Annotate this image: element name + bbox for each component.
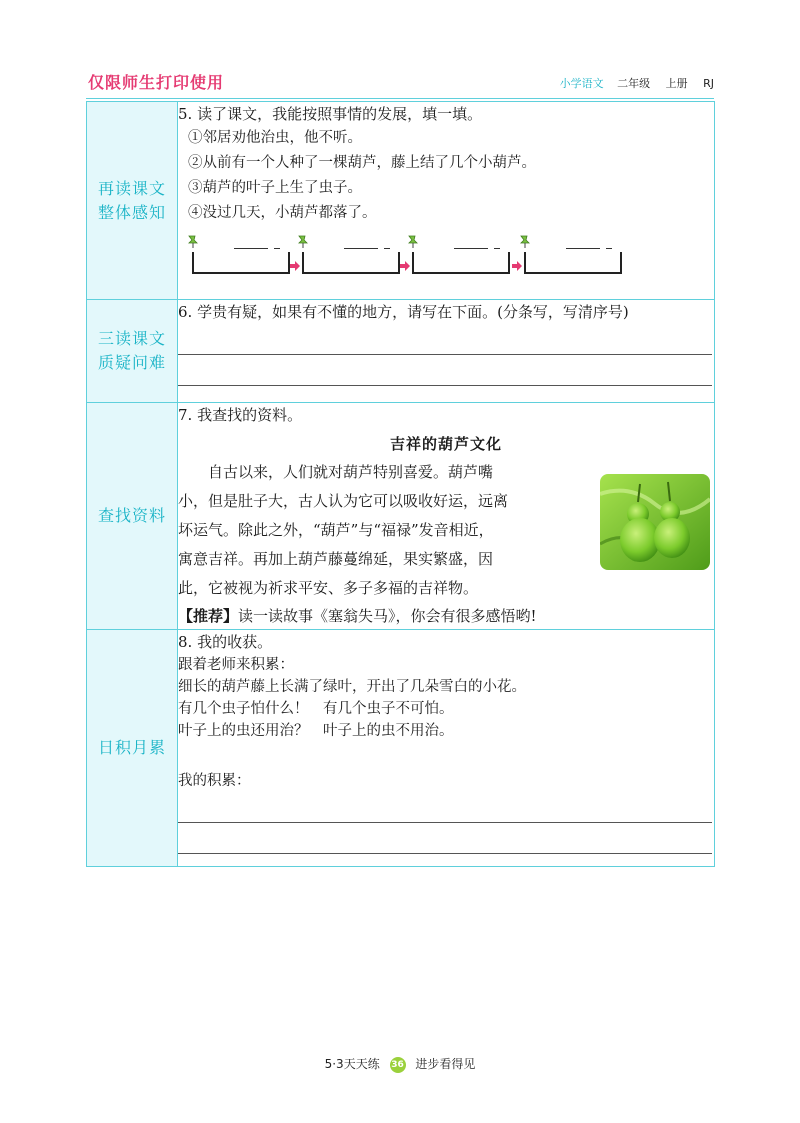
pushpin-icon <box>186 234 200 248</box>
print-notice: 仅限师生打印使用 <box>88 73 225 92</box>
section-side-label-3 <box>87 403 178 630</box>
recommend-tag: 【推荐】 <box>178 607 239 625</box>
article-title: 吉祥的葫芦文化 <box>389 435 502 453</box>
slogan-label: 进步看得见 <box>415 1057 476 1071</box>
section-content-3 <box>178 403 715 630</box>
question-5: 5. 读了课文，我能按照事情的发展，填一填。 <box>178 105 483 123</box>
subject-label: 小学语文 <box>559 77 604 90</box>
writing-line[interactable] <box>178 823 712 854</box>
edition-label: RJ <box>703 77 714 90</box>
recommendation <box>178 603 714 629</box>
text-line: 细长的葫芦藤上长满了绿叶，开出了几朵雪白的小花。 <box>178 679 526 695</box>
arrow-right-icon <box>512 261 522 271</box>
page-footer <box>0 1055 800 1073</box>
term-label: 上册 <box>665 77 688 90</box>
section-row-3 <box>87 403 715 630</box>
page-number-badge: 36 <box>390 1057 406 1073</box>
question-7: 7. 我查找的资料。 <box>178 406 303 424</box>
sequence-blank-2[interactable] <box>302 252 400 274</box>
arrow-right-icon <box>400 261 410 271</box>
event-item-2: ②从前有一个人种了一棵葫芦，藤上结了几个小葫芦。 <box>188 155 536 171</box>
side-label-line: 再读课文 <box>97 178 166 198</box>
gourd-photo <box>600 474 710 570</box>
side-label-line: 日积月累 <box>97 738 166 757</box>
header-divider <box>86 98 714 99</box>
sequence-blank-3[interactable] <box>412 252 510 274</box>
text-line: 有几个虫子怕什么！ 有几个虫子不可怕。 <box>178 701 454 717</box>
text-line: 叶子上的虫还用治？ 叶子上的虫不用治。 <box>178 723 454 739</box>
accumulation-text <box>178 654 714 792</box>
event-item-1: ①邻居劝他治虫，他不听。 <box>188 130 362 146</box>
question-6: 6. 学贵有疑，如果有不懂的地方，请写在下面。(分条写，写清序号) <box>178 303 629 321</box>
writing-line[interactable] <box>178 792 712 823</box>
pushpin-icon <box>296 234 310 248</box>
article-paragraph <box>178 458 554 574</box>
article-line: 小，但是肚子大，古人认为它可以吸收好运，远离 <box>178 492 509 510</box>
section-side-label-2 <box>87 300 178 403</box>
section-content-2 <box>178 300 715 403</box>
question-8: 8. 我的收获。 <box>178 633 273 651</box>
side-label-line: 三读课文 <box>97 329 166 348</box>
pushpin-icon <box>518 234 532 248</box>
worksheet-table <box>86 101 715 867</box>
section-content-4 <box>178 630 715 867</box>
grade-label: 二年级 <box>617 77 651 90</box>
side-label-line: 查找资料 <box>97 506 166 525</box>
article-body <box>178 458 714 603</box>
writing-line[interactable] <box>178 324 712 355</box>
event-item-3: ③葫芦的叶子上生了虫子。 <box>188 180 362 196</box>
section-row-1 <box>87 102 715 300</box>
article-line: 此，它被视为祈求平安、多子多福的吉祥物。 <box>178 579 479 597</box>
section-row-2 <box>87 300 715 403</box>
section-row-4 <box>87 630 715 867</box>
section-content-1 <box>178 102 715 300</box>
recommend-text: 读一读故事《塞翁失马》，你会有很多感悟哟! <box>238 607 537 625</box>
writing-line[interactable] <box>178 355 712 386</box>
side-label-line: 整体感知 <box>97 202 166 222</box>
book-info <box>560 75 714 91</box>
side-label-line: 质疑问难 <box>97 353 166 372</box>
sequence-flow <box>178 234 714 280</box>
brand-label: 5·3天天练 <box>324 1057 380 1071</box>
pushpin-icon <box>406 234 420 248</box>
section-side-label-1 <box>87 102 178 300</box>
article-line: 自古以来，人们就对葫芦特别喜爱。葫芦嘴 <box>178 463 494 481</box>
sequence-blank-1[interactable] <box>192 252 290 274</box>
text-line: 跟着老师来积累： <box>178 657 294 673</box>
section-side-label-4 <box>87 630 178 867</box>
article-line: 寓意吉祥。再加上葫芦藤蔓绵延，果实繁盛，因 <box>178 550 494 568</box>
arrow-right-icon <box>290 261 300 271</box>
event-item-4: ④没过几天，小葫芦都落了。 <box>188 205 377 221</box>
my-accumulation-label: 我的积累： <box>178 773 251 789</box>
article-line: 坏运气。除此之外，“葫芦”与“福禄”发音相近， <box>178 521 494 539</box>
sequence-blank-4[interactable] <box>524 252 622 274</box>
